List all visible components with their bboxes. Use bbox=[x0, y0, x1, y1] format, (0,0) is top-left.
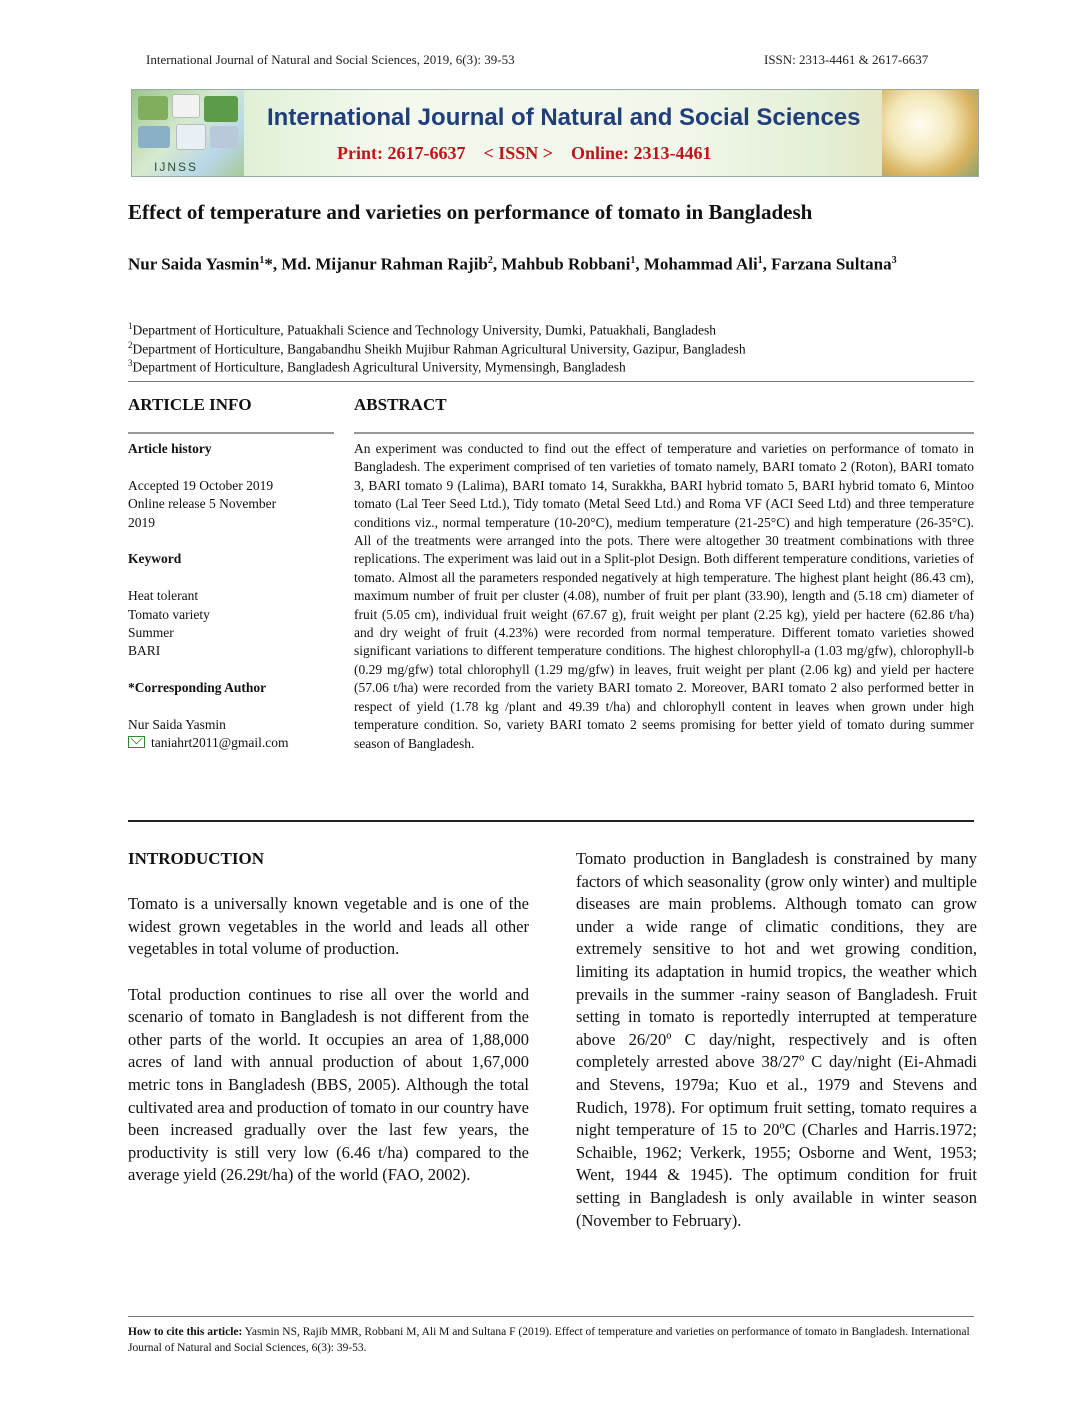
paragraph: Tomato is a universally known vegetable and is one of the widest grown vegetables in the world and leads all other vegetables in total volume of production. bbox=[128, 894, 529, 959]
banner-food-image bbox=[882, 90, 978, 176]
introduction-heading: INTRODUCTION bbox=[128, 849, 265, 868]
keyword: Tomato variety bbox=[128, 606, 210, 622]
banner-title: International Journal of Natural and Social Sciences bbox=[267, 104, 861, 131]
keyword: Summer bbox=[128, 625, 174, 641]
divider bbox=[128, 381, 974, 382]
paragraph: Tomato production in Bangladesh is constrained by many factors of which seasonality (grow only winter) and multiple diseases are main problems. Although tomato can grow under a wide range of climatic conditions, they are extremely sensitive to hot and wet growing condition, limiting its adaptation in humid tropics, the weather which prevails in the summer -rainy season of Bangladesh. Fruit setting in tomato is reportedly interrupted at temperature above 26/20º C day/night, respectively and is often completely arrested above 38/27º C day/night (Ei-Ahmadi and Stevens, 1979a; Kuo et al., 1979 and Stevens and Rudich, 1978). For optimum fruit setting, tomato requires a night temperature of 15 to 20ºC (Charles and Harris.1972; Schaible, 1962; Verkerk, 1955; Osborne and Went, 1953; Went, 1944 & 1945). The optimum condition for fruit setting in Bangladesh is only available in winter season (November to February). bbox=[576, 849, 977, 1230]
paragraph: Total production continues to rise all over the world and scenario of tomato in Bangladesh is not different from the other parts of the world. It occupies an area of 1,88,000 acres of land with annual production of about 1,67,000 metric tons in Bangladesh (BBS, 2005). Although the total cultivated area and production of tomato in our country have been increased gradually over the last few years, the productivity is still very low (6.46 t/ha) compared to the average yield (26.29t/ha) of the world (FAO, 2002). bbox=[128, 984, 529, 1185]
author-name: Mohammad Ali bbox=[643, 254, 758, 274]
affiliation: $^1$Department of Horticulture, Patuakhali Science and Technology University, Dumki, Patuakhali, Bangladesh bbox=[128, 321, 717, 338]
article-history-heading: Article history bbox=[128, 441, 212, 456]
citation-label: How to cite this article: bbox=[128, 1326, 243, 1338]
intro-left-column bbox=[128, 848, 529, 1210]
divider bbox=[128, 432, 334, 434]
article-info bbox=[128, 440, 334, 753]
corresponding-author-name: Nur Saida Yasmin bbox=[128, 717, 226, 733]
running-header-issn: ISSN: 2313-4461 & 2617-6637 bbox=[764, 52, 929, 67]
corresponding-author-heading: *Corresponding Author bbox=[128, 680, 267, 696]
email-icon bbox=[128, 736, 145, 748]
author-name: Farzana Sultana bbox=[771, 254, 892, 274]
keyword: BARI bbox=[128, 643, 161, 659]
affiliation: $^3$Department of Horticulture, Bangladesh Agricultural University, Mymensingh, Bangladesh bbox=[128, 358, 626, 375]
abstract-text: An experiment was conducted to find out the effect of temperature and varieties on performance of tomato in Bangladesh. The experiment comprised of ten varieties of tomato namely, BARI tomato 2 (Roton), BARI tomato 3, BARI tomato 9 (Lalima), BARI tomato 14, Surakkha, BARI hybrid tomato 5, BARI hybrid tomato 6, Mintoo tomato (Lal Teer Seed Ltd.), Tidy tomato (Metal Seed Ltd.) and Roma VF (ACI Seed Ltd) and three temperature conditions viz., normal temperature (10-20°C), medium temperature (21-25°C) and high temperature (26-35°C). All of the treatments were arranged into the pots. There were altogether 30 treatment combinations with three replications. The experiment was laid out in a Split-plot Design. Both different temperature conditions, varieties of tomato. Almost all the parameters responded negatively at high temperature. The highest plant height (86.43 cm), maximum number of fruit per cluster (4.08), number of fruit per plant (33.90), length and (5.18 cm) diameter of fruit (5.05 cm), individual fruit weight (67.67 g), fruit weight per plant (2.25 kg), yield per hactere (62.86 t/ha) and dry weight of fruit (4.23%) were recorded from normal temperature. Different tomato varieties showed significant variations to different temperature conditions. The highest chlorophyll-a (1.03 mg/gfw), chlorophyll-b (0.29 mg/gfw) total chlorophyll (1.29 mg/gfw) in leaves, fruit weight per plant (2.06 kg) and yield per hactere (57.06 t/ha) were recorded from the variety BARI tomato 2. Moreover, BARI tomato 2 also performed better in respect of yield (1.78 kg /plant and 49.39 t/ha) and chlorophyll content in leaves when grown under high temperature condition. So, variety BARI tomato 2 seems promising for better yield of tomato during summer season of Bangladesh. bbox=[354, 441, 974, 751]
intro-right-column bbox=[576, 848, 977, 1255]
journal-banner bbox=[131, 89, 979, 177]
abstract-heading: ABSTRACT bbox=[354, 395, 447, 414]
article-info-heading: ARTICLE INFO bbox=[128, 395, 252, 414]
online-release-date: Online release 5 November bbox=[128, 496, 277, 512]
journal-logo bbox=[132, 90, 244, 176]
email-link[interactable]: taniahrt2011@gmail.com bbox=[151, 735, 289, 751]
keyword-heading: Keyword bbox=[128, 551, 182, 567]
author-name: Md. Mijanur Rahman Rajib bbox=[281, 254, 488, 274]
author-name: Mahbub Robbani bbox=[501, 254, 631, 274]
article-title: Effect of temperature and varieties on performance of tomato in Bangladesh bbox=[128, 200, 813, 224]
keyword: Heat tolerant bbox=[128, 588, 199, 604]
online-release-year: 2019 bbox=[128, 514, 155, 530]
divider bbox=[128, 1316, 974, 1317]
author-name: Nur Saida Yasmin bbox=[128, 254, 260, 274]
divider bbox=[128, 820, 974, 822]
journal-logo-text: IJNSS bbox=[154, 160, 199, 174]
affiliation: $^2$Department of Horticulture, Bangabandhu Sheikh Mujibur Rahman Agricultural University, Gazipur, Bangladesh bbox=[128, 340, 746, 357]
banner-issn: Print: 2617-6637 < ISSN > Online: 2313-4461 bbox=[337, 143, 712, 163]
citation bbox=[128, 1324, 978, 1356]
accepted-date: Accepted 19 October 2019 bbox=[128, 477, 274, 493]
divider bbox=[354, 432, 974, 434]
running-header-journal: International Journal of Natural and Social Sciences, 2019, 6(3): 39-53 bbox=[146, 52, 515, 67]
citation-text: Yasmin NS, Rajib MMR, Robbani M, Ali M and Sultana F (2019). Effect of temperature and varieties on performance of tomato in Bangladesh. International Journal of Natural and Social Sciences, 6(3): 39-53. bbox=[128, 1326, 970, 1354]
author-list: Nur Saida Yasmin$^1$*, Md. Mijanur Rahman Rajib$^2$, Mahbub Robbani$^1$, Mohammad Ali$^1$, Farzana Sultana$^3$ bbox=[128, 254, 897, 274]
